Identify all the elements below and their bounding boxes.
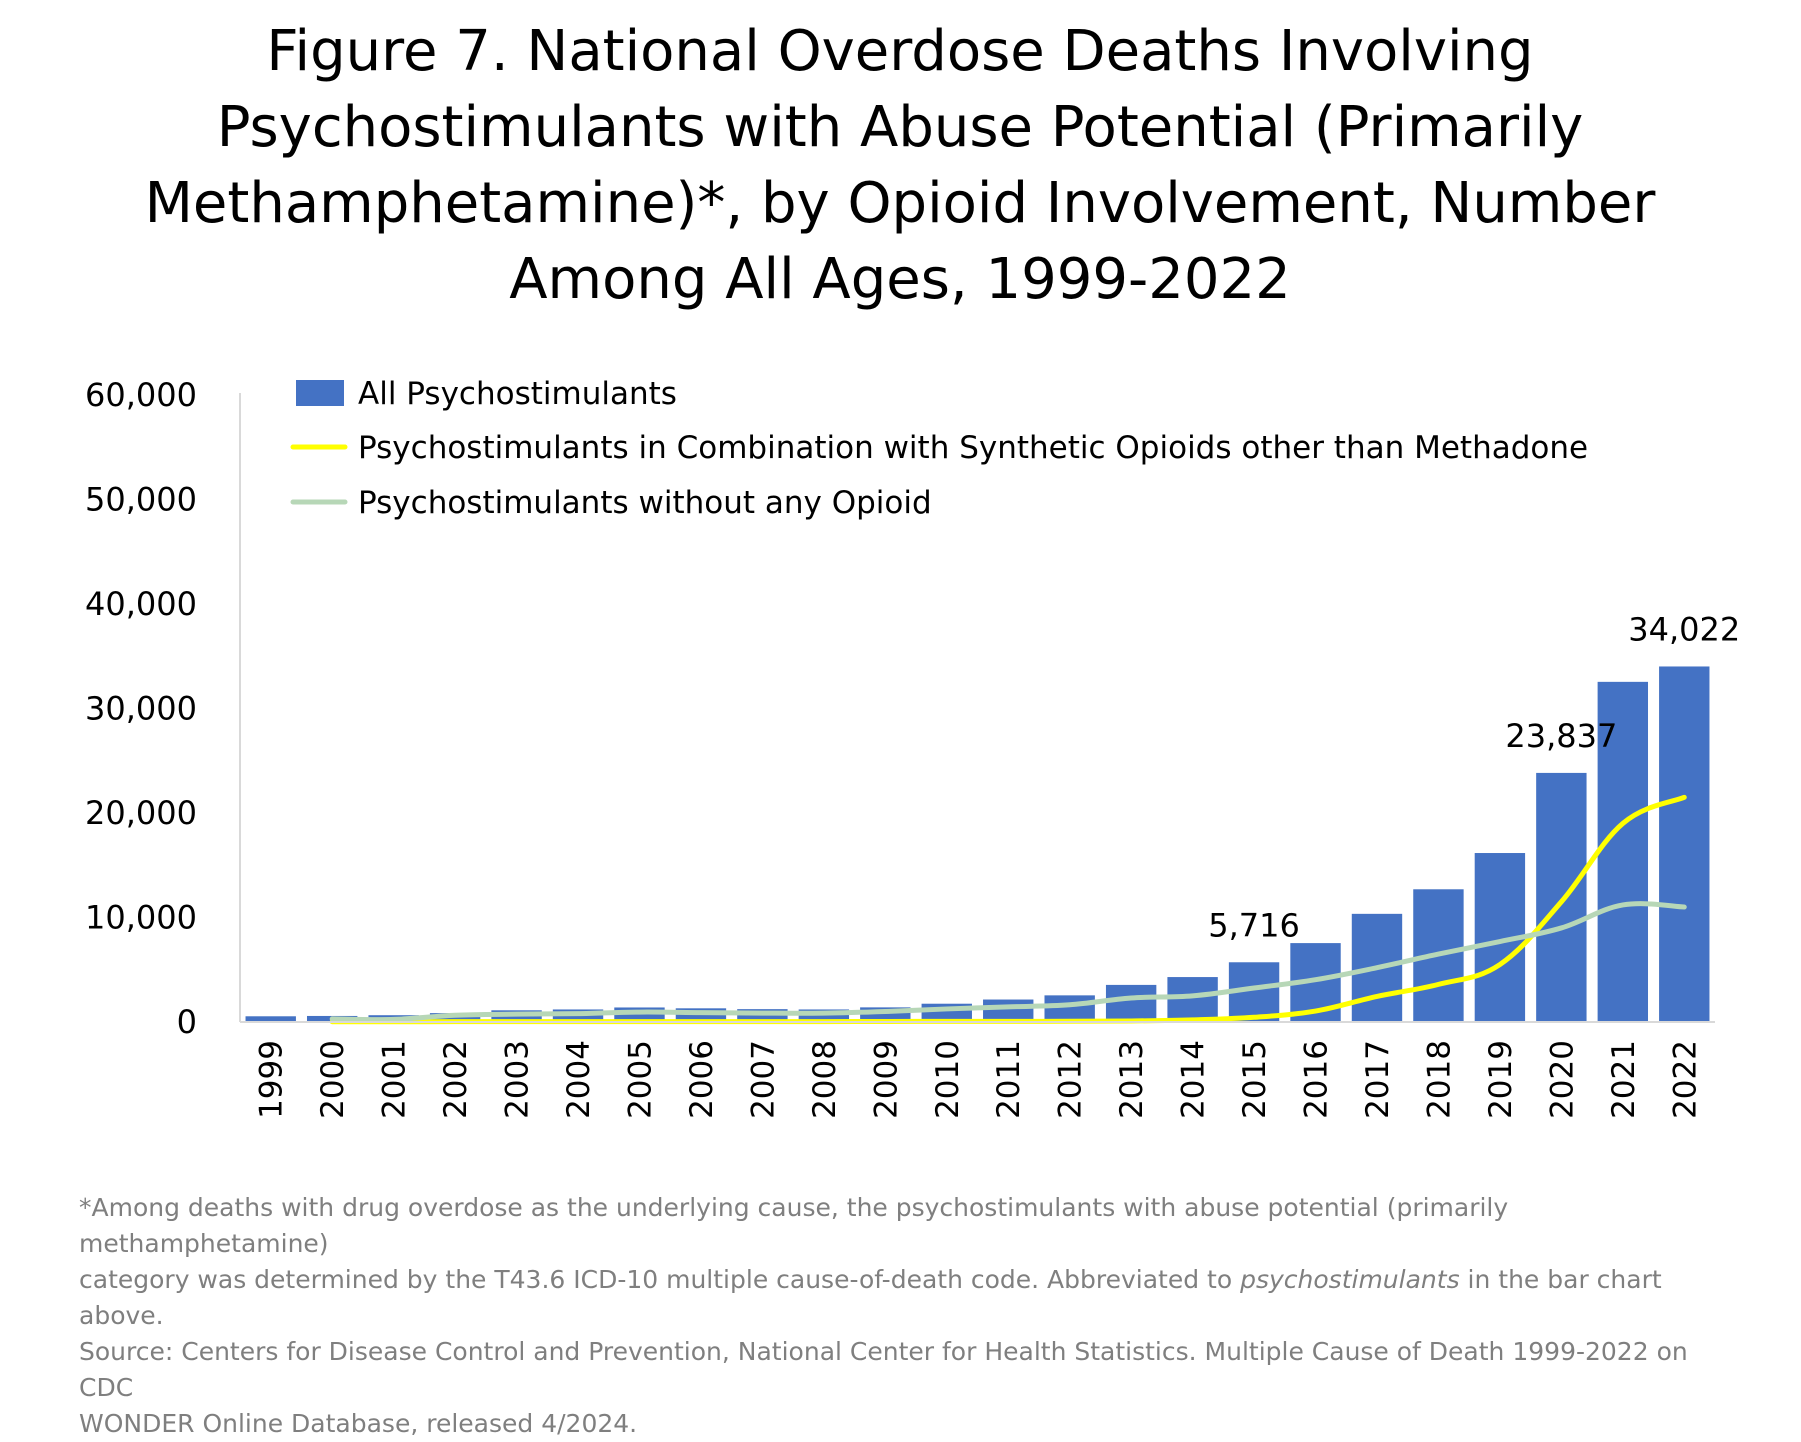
bar-2022 <box>1659 666 1709 1022</box>
x-tick-label: 2022 <box>1667 1040 1704 1119</box>
x-tick-label: 2009 <box>868 1040 905 1119</box>
bar-2011 <box>983 1000 1033 1022</box>
footnote-line-1: *Among deaths with drug overdose as the underlying cause, the psychostimulants with abuse potential (primarily methamphetamine) <box>79 1193 1509 1258</box>
footnote-line-3: Source: Centers for Disease Control and Prevention, National Center for Health Statistics. Multiple Cause of Death 1999-2022 on CDC <box>79 1337 1688 1402</box>
x-tick-label: 2017 <box>1359 1040 1396 1119</box>
footnote-line-2 <box>79 1262 1739 1334</box>
y-axis <box>85 376 240 1041</box>
footnote-line-2a: category was determined by the T43.6 ICD-10 multiple cause-of-death code. Abbreviated to <box>79 1265 1241 1294</box>
x-tick-label: 2003 <box>499 1040 536 1119</box>
footnote-line-2b: in the bar chart above. <box>79 1265 1662 1330</box>
x-tick-label: 2019 <box>1482 1040 1519 1119</box>
legend-label: All Psychostimulants <box>358 376 677 412</box>
x-tick-label: 2007 <box>745 1040 782 1119</box>
x-tick-label: 2000 <box>315 1040 352 1119</box>
footnote-line-4: WONDER Online Database, released 4/2024. <box>79 1409 638 1438</box>
footnote-italic-term: psychostimulants <box>1240 1265 1460 1294</box>
bar-2014 <box>1167 977 1217 1022</box>
bar-2012 <box>1044 995 1094 1022</box>
y-tick-label: 0 <box>176 1003 197 1041</box>
legend-label: Psychostimulants in Combination with Synthetic Opioids other than Methadone <box>358 430 1589 466</box>
footnote <box>79 1190 1739 1442</box>
legend-label: Psychostimulants without any Opioid <box>358 485 932 521</box>
x-tick-label: 2015 <box>1237 1040 1274 1119</box>
x-tick-label: 2001 <box>376 1040 413 1119</box>
chart-title: Figure 7. National Overdose Deaths Involving Psychostimulants with Abuse Potential (Primarily Methamphetamine)*, by Opioid Involvement, Number Among All Ages, 1999-2022 <box>144 19 1656 312</box>
x-tick-label: 2008 <box>806 1040 843 1119</box>
x-tick-label: 2010 <box>929 1040 966 1119</box>
legend-swatch-bar <box>296 380 344 406</box>
y-tick-label: 10,000 <box>85 898 197 937</box>
x-tick-label: 2014 <box>1175 1040 1212 1119</box>
bar-2013 <box>1106 985 1156 1022</box>
y-tick-label: 60,000 <box>85 376 197 414</box>
data-label-2020: 23,837 <box>1505 716 1618 755</box>
x-tick-label: 2013 <box>1114 1040 1151 1119</box>
y-tick-label: 30,000 <box>85 689 197 728</box>
data-label-2015: 5,716 <box>1208 906 1300 945</box>
x-tick-label: 2011 <box>991 1040 1028 1119</box>
bar-2020 <box>1536 773 1586 1022</box>
x-tick-label: 2016 <box>1298 1040 1335 1119</box>
x-tick-label: 2004 <box>561 1040 598 1119</box>
x-axis <box>240 1022 1715 1119</box>
y-tick-label: 50,000 <box>85 480 197 519</box>
x-tick-label: 1999 <box>253 1040 290 1119</box>
data-label-2022: 34,022 <box>1628 610 1741 649</box>
x-tick-label: 2006 <box>683 1040 720 1119</box>
x-tick-label: 2018 <box>1421 1040 1458 1119</box>
x-tick-label: 2005 <box>622 1040 659 1119</box>
x-tick-label: 2002 <box>438 1040 475 1119</box>
y-tick-label: 40,000 <box>85 585 197 623</box>
y-tick-label: 20,000 <box>85 794 197 832</box>
legend <box>293 376 1588 521</box>
x-tick-label: 2020 <box>1544 1040 1581 1119</box>
x-tick-label: 2012 <box>1052 1040 1089 1119</box>
x-tick-label: 2021 <box>1605 1040 1642 1119</box>
